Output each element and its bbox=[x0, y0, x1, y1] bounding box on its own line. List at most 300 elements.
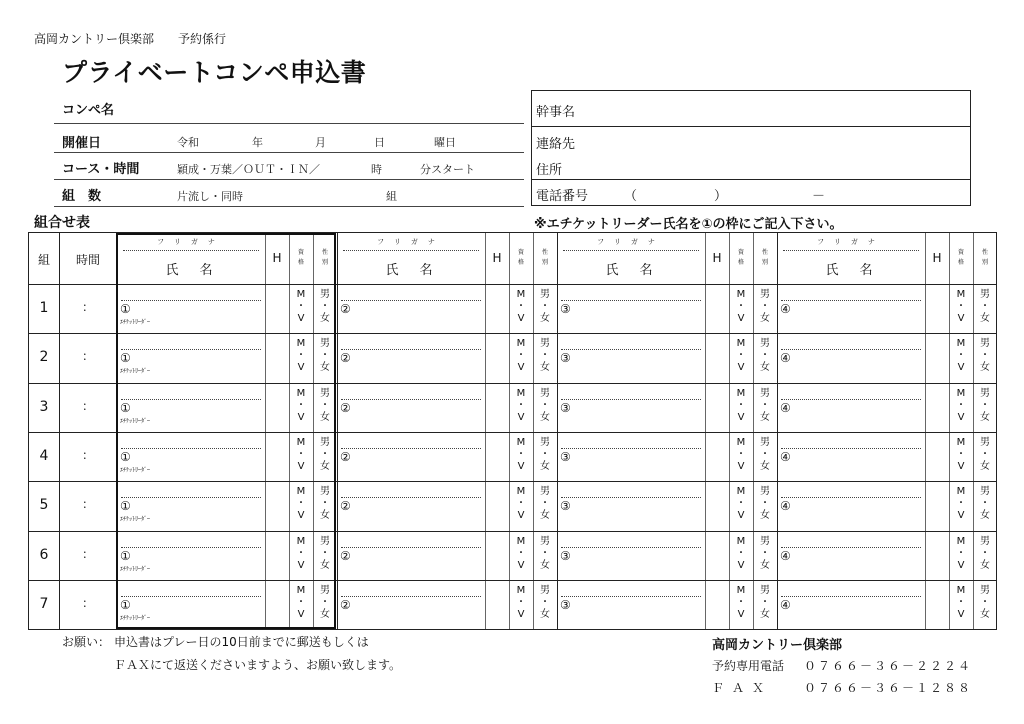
qualification-option: ・ bbox=[736, 301, 746, 312]
furigana-entry-line bbox=[341, 596, 481, 597]
player-slot-1: ① bbox=[120, 597, 131, 612]
sex-option: ・ bbox=[760, 399, 770, 411]
group-number: 1 bbox=[39, 300, 49, 316]
qualification-option: ・ bbox=[296, 498, 306, 510]
sex-option: ・ bbox=[320, 399, 330, 411]
sex-option: 男 bbox=[760, 535, 770, 547]
sex-option: 男 bbox=[320, 486, 330, 498]
qualification-option: M bbox=[516, 584, 526, 596]
qualification-option: ・ bbox=[516, 301, 526, 312]
qualification-option: V bbox=[737, 510, 745, 522]
sex-option: 女 bbox=[980, 362, 990, 374]
sex-option: 男 bbox=[980, 436, 990, 448]
qualification-option: M bbox=[736, 338, 746, 350]
qual-header: 格 bbox=[737, 259, 744, 266]
request-label: お願い： bbox=[62, 635, 111, 649]
sex-option: 女 bbox=[980, 510, 990, 522]
player-slot-3: ③ bbox=[560, 400, 571, 415]
sex-option: 女 bbox=[320, 362, 330, 374]
qualification-option: V bbox=[517, 460, 525, 472]
date-year: 年 bbox=[252, 136, 263, 149]
furigana-entry-line bbox=[781, 497, 921, 498]
qualification-option: V bbox=[957, 460, 965, 472]
qualification-option: V bbox=[737, 313, 745, 324]
qualification-option: M bbox=[296, 289, 306, 300]
sex-option: ・ bbox=[760, 547, 770, 559]
player-slot-3: ③ bbox=[560, 351, 571, 366]
sex-option: 女 bbox=[760, 411, 770, 423]
qualification-option: ・ bbox=[736, 547, 746, 559]
sex-option: 女 bbox=[540, 559, 550, 571]
sex-option: 女 bbox=[320, 313, 330, 324]
qualification-option: ・ bbox=[516, 498, 526, 510]
qualification-option: M bbox=[296, 584, 306, 596]
time-separator: ： bbox=[81, 300, 94, 314]
sex-header: 性 bbox=[981, 249, 988, 256]
qualification-option: M bbox=[736, 387, 746, 399]
furigana-header: フリガナ bbox=[817, 238, 885, 246]
sex-header: 別 bbox=[981, 259, 988, 266]
sex-option: 男 bbox=[760, 338, 770, 350]
player-slot-3: ③ bbox=[560, 302, 571, 316]
fax-number: ０７６６－３６－１２８８ bbox=[804, 681, 973, 695]
furigana-header: フリガナ bbox=[597, 238, 665, 246]
name-header: 氏 名 bbox=[825, 263, 877, 278]
date-day: 日 bbox=[374, 136, 385, 149]
furigana-header: フリガナ bbox=[377, 238, 445, 246]
divider bbox=[54, 179, 524, 180]
qualification-option: V bbox=[517, 510, 525, 522]
sex-header: 別 bbox=[321, 259, 328, 266]
qualification-option: V bbox=[957, 362, 965, 374]
sex-option: 女 bbox=[540, 460, 550, 472]
sex-option: ・ bbox=[540, 301, 550, 312]
date-era: 令和 bbox=[177, 136, 199, 149]
sex-option: ・ bbox=[980, 399, 990, 411]
furigana-entry-line bbox=[561, 300, 701, 301]
qual-header: 資 bbox=[957, 249, 964, 256]
qualification-option: ・ bbox=[956, 596, 966, 608]
qualification-option: M bbox=[736, 436, 746, 448]
qualification-option: M bbox=[296, 486, 306, 498]
furigana-line bbox=[343, 250, 479, 251]
qualification-option: ・ bbox=[736, 399, 746, 411]
qualification-option: M bbox=[956, 338, 966, 350]
sex-option: 女 bbox=[760, 313, 770, 324]
sex-option: 女 bbox=[760, 460, 770, 472]
etiquette-leader-label: ｴﾁｹｯﾄﾘｰﾀﾞｰ bbox=[120, 614, 151, 622]
sex-option: ・ bbox=[320, 301, 330, 312]
etiquette-leader-label: ｴﾁｹｯﾄﾘｰﾀﾞｰ bbox=[120, 516, 151, 524]
player-slot-4: ④ bbox=[780, 400, 791, 415]
qual-header: 資 bbox=[737, 249, 744, 256]
phone-dash: － bbox=[812, 189, 826, 204]
player-slot-4: ④ bbox=[780, 499, 791, 514]
sex-option: 女 bbox=[320, 510, 330, 522]
player-slot-1: ① bbox=[120, 449, 131, 464]
phone-paren-open: （ bbox=[624, 189, 638, 204]
contact-label: 連絡先 bbox=[536, 137, 576, 152]
qualification-option: M bbox=[956, 387, 966, 399]
qualification-option: ・ bbox=[296, 399, 306, 411]
qualification-option: ・ bbox=[956, 448, 966, 460]
qualification-option: V bbox=[957, 510, 965, 522]
qualification-option: V bbox=[297, 608, 305, 620]
etiquette-leader-label: ｴﾁｹｯﾄﾘｰﾀﾞｰ bbox=[120, 319, 151, 326]
qualification-option: V bbox=[737, 559, 745, 571]
player-slot-1: ① bbox=[120, 302, 131, 316]
etiquette-leader-label: ｴﾁｹｯﾄﾘｰﾀﾞｰ bbox=[120, 368, 151, 376]
sex-option: ・ bbox=[980, 498, 990, 510]
etiquette-leader-label: ｴﾁｹｯﾄﾘｰﾀﾞｰ bbox=[120, 417, 151, 425]
sex-option: 男 bbox=[320, 436, 330, 448]
qualification-option: M bbox=[296, 535, 306, 547]
qualification-option: M bbox=[956, 436, 966, 448]
sex-option: 女 bbox=[760, 608, 770, 620]
furigana-entry-line bbox=[341, 399, 481, 400]
sex-header: 性 bbox=[321, 249, 328, 256]
qualification-option: V bbox=[517, 313, 525, 324]
furigana-entry-line bbox=[781, 399, 921, 400]
sex-option: 男 bbox=[980, 486, 990, 498]
qualification-option: V bbox=[297, 460, 305, 472]
qualification-option: V bbox=[957, 559, 965, 571]
player-slot-3: ③ bbox=[560, 449, 571, 464]
sex-option: 男 bbox=[760, 289, 770, 300]
qual-header: 資 bbox=[517, 249, 524, 256]
sex-option: ・ bbox=[980, 350, 990, 362]
etiquette-leader-label: ｴﾁｹｯﾄﾘｰﾀﾞｰ bbox=[120, 565, 151, 573]
qualification-option: M bbox=[296, 436, 306, 448]
sex-option: 男 bbox=[760, 584, 770, 596]
player-slot-3: ③ bbox=[560, 548, 571, 563]
sex-option: 男 bbox=[540, 486, 550, 498]
player-slot-4: ④ bbox=[780, 449, 791, 464]
sex-option: 男 bbox=[320, 387, 330, 399]
player-slot-2: ② bbox=[340, 548, 351, 563]
qualification-option: ・ bbox=[516, 547, 526, 559]
qualification-option: M bbox=[736, 535, 746, 547]
phone-paren-close: ） bbox=[714, 189, 728, 204]
furigana-entry-line bbox=[781, 448, 921, 449]
sex-option: 女 bbox=[760, 559, 770, 571]
qualification-option: ・ bbox=[956, 350, 966, 362]
sex-option: 男 bbox=[320, 584, 330, 596]
qualification-option: ・ bbox=[296, 350, 306, 362]
sex-option: 男 bbox=[320, 535, 330, 547]
divider bbox=[532, 179, 970, 180]
qualification-option: V bbox=[957, 313, 965, 324]
qualification-option: ・ bbox=[736, 350, 746, 362]
player-slot-1: ① bbox=[120, 548, 131, 563]
sex-option: ・ bbox=[540, 399, 550, 411]
furigana-entry-line bbox=[781, 349, 921, 350]
qualification-option: ・ bbox=[736, 596, 746, 608]
course-start: 分スタート bbox=[420, 163, 475, 176]
qualification-option: ・ bbox=[516, 350, 526, 362]
sex-header: 別 bbox=[761, 259, 768, 266]
request-line2: ＦＡＸにて返送くださいますよう、お願い致します。 bbox=[114, 658, 402, 672]
comp-name-label: コンペ名 bbox=[62, 103, 115, 118]
sex-option: ・ bbox=[320, 350, 330, 362]
qualification-option: V bbox=[297, 510, 305, 522]
qualification-option: V bbox=[517, 559, 525, 571]
qualification-option: ・ bbox=[296, 301, 306, 312]
sex-option: 男 bbox=[980, 387, 990, 399]
furigana-entry-line bbox=[561, 399, 701, 400]
sex-option: 女 bbox=[540, 362, 550, 374]
player-slot-3: ③ bbox=[560, 499, 571, 514]
qual-header: 格 bbox=[517, 259, 524, 266]
player-slot-2: ② bbox=[340, 499, 351, 514]
handicap-header: H bbox=[492, 251, 502, 265]
player-slot-2: ② bbox=[340, 302, 351, 316]
sex-option: 男 bbox=[540, 387, 550, 399]
player-slot-3: ③ bbox=[560, 597, 571, 612]
furigana-entry-line bbox=[341, 547, 481, 548]
sex-option: 女 bbox=[980, 460, 990, 472]
sex-option: 男 bbox=[980, 584, 990, 596]
divider bbox=[532, 126, 970, 127]
qualification-option: M bbox=[736, 486, 746, 498]
sex-option: 男 bbox=[540, 338, 550, 350]
qualification-option: M bbox=[516, 289, 526, 300]
qualification-option: M bbox=[516, 338, 526, 350]
sex-header: 性 bbox=[761, 249, 768, 256]
group-number: 2 bbox=[39, 349, 49, 366]
qualification-option: ・ bbox=[736, 498, 746, 510]
tel-label: 予約専用電話 bbox=[712, 659, 785, 673]
phone-label: 電話番号 bbox=[536, 189, 589, 204]
sex-option: 男 bbox=[540, 584, 550, 596]
qualification-option: V bbox=[737, 460, 745, 472]
player-slot-1: ① bbox=[120, 499, 131, 514]
club-name: 高岡カントリー倶楽部 bbox=[712, 638, 843, 653]
qualification-option: ・ bbox=[516, 399, 526, 411]
sex-option: 女 bbox=[980, 559, 990, 571]
furigana-entry-line bbox=[561, 547, 701, 548]
name-header: 氏 名 bbox=[165, 263, 217, 278]
qualification-option: V bbox=[737, 411, 745, 423]
sex-option: 女 bbox=[320, 411, 330, 423]
sex-option: 女 bbox=[980, 313, 990, 324]
group-number: 7 bbox=[39, 595, 49, 612]
course-label: コース・時間 bbox=[62, 162, 140, 177]
sex-option: 女 bbox=[980, 411, 990, 423]
qualification-option: ・ bbox=[736, 448, 746, 460]
leader-column-outline bbox=[116, 233, 336, 629]
sex-option: 女 bbox=[540, 510, 550, 522]
organization-header: 高岡カントリー倶楽部 予約係行 bbox=[34, 32, 227, 46]
qualification-option: V bbox=[297, 313, 305, 324]
qualification-option: M bbox=[736, 289, 746, 300]
sex-option: ・ bbox=[320, 596, 330, 608]
qualification-option: V bbox=[297, 362, 305, 374]
furigana-entry-line bbox=[561, 497, 701, 498]
qualification-option: V bbox=[517, 608, 525, 620]
tel-number: ０７６６－３６－２２２４ bbox=[804, 659, 973, 673]
qualification-option: V bbox=[737, 362, 745, 374]
sex-header: 性 bbox=[541, 249, 548, 256]
sex-option: 女 bbox=[760, 362, 770, 374]
etiquette-notice: ※エチケットリーダー氏名を①の枠にご記入下さい。 bbox=[534, 217, 843, 232]
furigana-header: フリガナ bbox=[157, 238, 225, 246]
request-line1: 申込書はプレー日の10日前までに郵送もしくは bbox=[114, 635, 369, 649]
player-slot-4: ④ bbox=[780, 597, 791, 612]
player-slot-1: ① bbox=[120, 400, 131, 415]
sex-option: 男 bbox=[540, 436, 550, 448]
divider bbox=[54, 152, 524, 153]
sex-option: 女 bbox=[540, 313, 550, 324]
sex-option: ・ bbox=[980, 301, 990, 312]
sex-header: 別 bbox=[541, 259, 548, 266]
time-separator: ： bbox=[81, 447, 94, 462]
sex-option: 男 bbox=[980, 535, 990, 547]
qualification-option: V bbox=[297, 559, 305, 571]
furigana-entry-line bbox=[561, 596, 701, 597]
name-header: 氏 名 bbox=[385, 263, 437, 278]
sex-option: ・ bbox=[540, 350, 550, 362]
sex-option: 女 bbox=[320, 608, 330, 620]
sex-option: ・ bbox=[760, 596, 770, 608]
sex-option: 男 bbox=[760, 486, 770, 498]
groups-label: 組 数 bbox=[62, 189, 102, 204]
qualification-option: M bbox=[516, 436, 526, 448]
divider bbox=[54, 123, 524, 124]
furigana-entry-line bbox=[561, 349, 701, 350]
player-slot-1: ① bbox=[120, 351, 131, 366]
player-slot-4: ④ bbox=[780, 351, 791, 366]
qual-header: 格 bbox=[297, 259, 304, 266]
handicap-header: H bbox=[932, 251, 942, 265]
qualification-option: V bbox=[517, 411, 525, 423]
sex-option: 男 bbox=[540, 289, 550, 300]
qualification-option: V bbox=[297, 411, 305, 423]
furigana-entry-line bbox=[561, 448, 701, 449]
sex-option: ・ bbox=[980, 547, 990, 559]
sex-option: ・ bbox=[320, 498, 330, 510]
player-slot-2: ② bbox=[340, 597, 351, 612]
qual-header: 資 bbox=[297, 249, 304, 256]
sex-option: 女 bbox=[540, 608, 550, 620]
sex-option: 男 bbox=[540, 535, 550, 547]
sex-option: ・ bbox=[320, 448, 330, 460]
qualification-option: V bbox=[737, 608, 745, 620]
qualification-option: ・ bbox=[516, 448, 526, 460]
sex-option: 女 bbox=[540, 411, 550, 423]
name-header: 氏 名 bbox=[605, 263, 657, 278]
qualification-option: ・ bbox=[956, 498, 966, 510]
sex-option: ・ bbox=[760, 350, 770, 362]
player-slot-4: ④ bbox=[780, 302, 791, 316]
sex-option: 男 bbox=[980, 289, 990, 300]
sex-option: 女 bbox=[320, 559, 330, 571]
furigana-entry-line bbox=[341, 349, 481, 350]
groups-value: 片流し・同時 bbox=[177, 190, 243, 203]
time-separator: ： bbox=[81, 398, 94, 413]
qualification-option: M bbox=[296, 338, 306, 350]
date-month: 月 bbox=[315, 136, 326, 149]
sex-option: 女 bbox=[980, 608, 990, 620]
qualification-option: V bbox=[957, 608, 965, 620]
qualification-option: M bbox=[956, 289, 966, 300]
organizer-label: 幹事名 bbox=[536, 105, 576, 120]
sex-option: ・ bbox=[760, 448, 770, 460]
group-number: 6 bbox=[39, 546, 49, 563]
furigana-line bbox=[783, 250, 919, 251]
furigana-entry-line bbox=[781, 596, 921, 597]
furigana-entry-line bbox=[341, 300, 481, 301]
address-label: 住所 bbox=[536, 163, 563, 178]
player-slot-2: ② bbox=[340, 351, 351, 366]
time-separator: ： bbox=[81, 349, 94, 364]
furigana-line bbox=[563, 250, 699, 251]
qualification-option: M bbox=[956, 584, 966, 596]
sex-option: 女 bbox=[320, 460, 330, 472]
group-number: 5 bbox=[39, 497, 49, 514]
qualification-option: M bbox=[296, 387, 306, 399]
date-label: 開催日 bbox=[62, 136, 102, 151]
qualification-option: M bbox=[516, 535, 526, 547]
sex-option: ・ bbox=[760, 301, 770, 312]
qualification-option: ・ bbox=[956, 547, 966, 559]
furigana-entry-line bbox=[341, 448, 481, 449]
qualification-option: V bbox=[517, 362, 525, 374]
qualification-option: ・ bbox=[956, 399, 966, 411]
sex-option: 男 bbox=[760, 387, 770, 399]
sex-option: ・ bbox=[980, 596, 990, 608]
qualification-option: M bbox=[736, 584, 746, 596]
section-title: 組合せ表 bbox=[34, 215, 90, 231]
organizer-box bbox=[531, 90, 971, 206]
sex-option: 男 bbox=[320, 338, 330, 350]
furigana-entry-line bbox=[781, 547, 921, 548]
qualification-option: ・ bbox=[296, 596, 306, 608]
sex-option: 女 bbox=[760, 510, 770, 522]
divider bbox=[54, 206, 524, 207]
handicap-header: H bbox=[272, 251, 282, 265]
sex-option: 男 bbox=[320, 289, 330, 300]
course-hour: 時 bbox=[371, 163, 382, 176]
qualification-option: ・ bbox=[296, 547, 306, 559]
sex-option: ・ bbox=[540, 498, 550, 510]
date-weekday: 曜日 bbox=[434, 136, 456, 149]
qualification-option: V bbox=[957, 411, 965, 423]
player-slot-2: ② bbox=[340, 400, 351, 415]
qualification-option: ・ bbox=[296, 448, 306, 460]
furigana-entry-line bbox=[781, 300, 921, 301]
handicap-header: H bbox=[712, 251, 722, 265]
sex-option: 男 bbox=[760, 436, 770, 448]
etiquette-leader-label: ｴﾁｹｯﾄﾘｰﾀﾞｰ bbox=[120, 466, 151, 474]
sex-option: ・ bbox=[540, 448, 550, 460]
time-separator: ： bbox=[81, 497, 94, 512]
qual-header: 格 bbox=[957, 259, 964, 266]
player-slot-4: ④ bbox=[780, 548, 791, 563]
pairing-table bbox=[28, 232, 997, 630]
player-slot-2: ② bbox=[340, 449, 351, 464]
sex-option: ・ bbox=[540, 547, 550, 559]
group-number: 3 bbox=[39, 398, 49, 415]
time-separator: ： bbox=[81, 546, 94, 561]
sex-option: ・ bbox=[980, 448, 990, 460]
sex-option: ・ bbox=[540, 596, 550, 608]
col-group-header: 組 bbox=[37, 253, 50, 267]
furigana-entry-line bbox=[341, 497, 481, 498]
sex-option: 男 bbox=[980, 338, 990, 350]
qualification-option: ・ bbox=[956, 301, 966, 312]
qualification-option: ・ bbox=[516, 596, 526, 608]
